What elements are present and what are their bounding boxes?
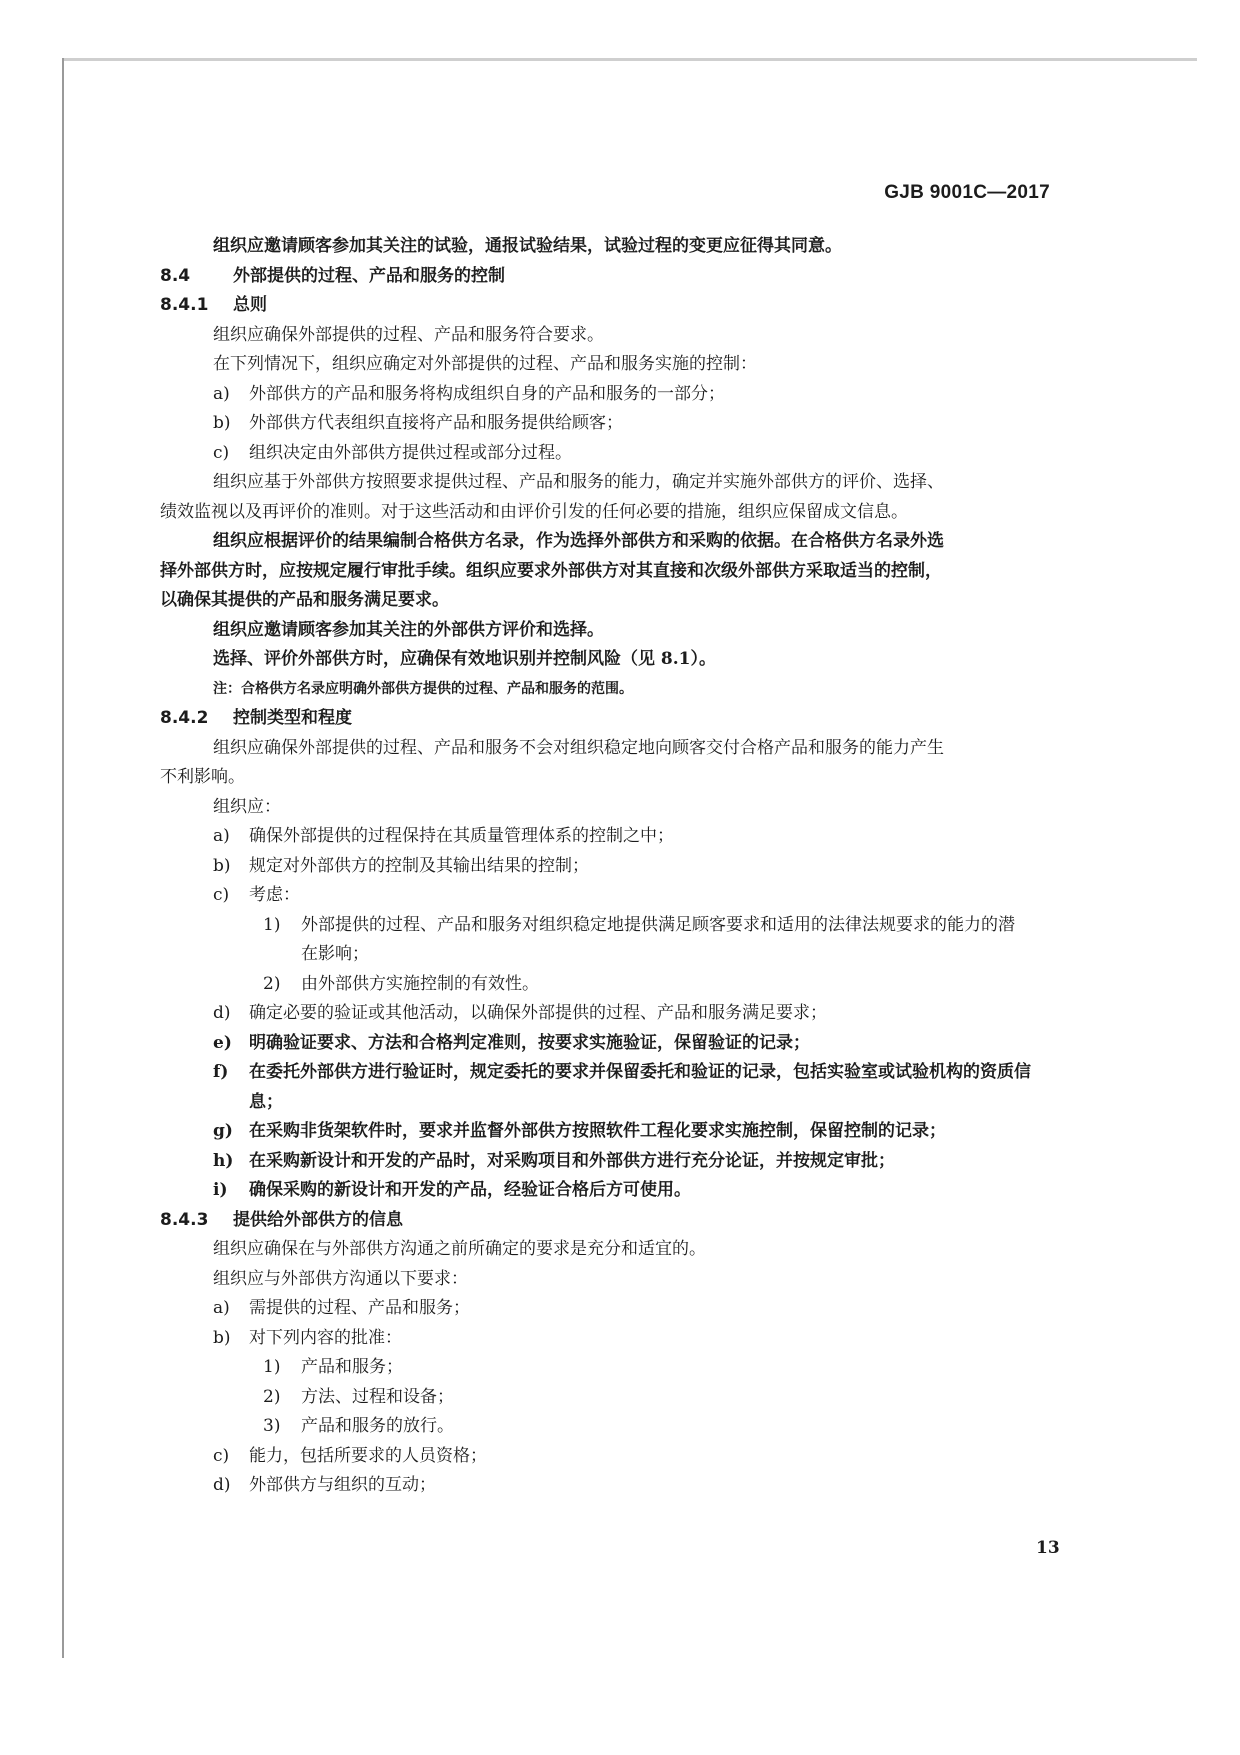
note: 注：合格供方名录应明确外部供方提供的过程、产品和服务的范围。 [213,680,633,697]
list-marker: 3) [263,1416,281,1436]
list-item [160,1471,1060,1501]
list-marker: e) [213,1032,232,1053]
scan-edge-top [62,58,1197,61]
list-text: 明确验证要求、方法和合格判定准则，按要求实施验证，保留验证的记录； [249,1032,810,1053]
sub-list-item [160,1353,1060,1383]
list-marker: b) [213,1327,231,1348]
list-text: 外部供方的产品和服务将构成组织自身的产品和服务的一部分； [249,383,725,404]
list-text: 确保外部提供的过程保持在其质量管理体系的控制之中； [249,826,674,846]
list-marker: 2) [263,1386,281,1407]
list-item [160,1294,1060,1324]
paragraph-line: 不利影响。 [160,767,245,787]
list-text: 产品和服务； [301,1357,403,1377]
list-item [160,881,1060,911]
list-marker: 1) [263,1357,281,1377]
list-text: 外部供方与组织的互动； [249,1475,436,1495]
paragraph-line: 择外部供方时，应按规定履行审批手续。组织应要求外部供方对其直接和次级外部供方采取适当的控制， [160,560,942,581]
paragraph-line: 以确保其提供的产品和服务满足要求。 [160,590,449,610]
paragraph-line: 绩效监视以及再评价的准则。对于这些活动和由评价引发的任何必要的措施，组织应保留成文信息。 [160,501,908,522]
list-text: 能力，包括所要求的人员资格； [249,1445,487,1466]
section-heading-8-4-2 [160,704,1060,734]
list-marker: h) [213,1150,234,1171]
list-marker: 2) [263,973,281,994]
list-item [160,822,1060,852]
list-item [160,1442,1060,1472]
list-marker: i) [213,1180,228,1200]
list-text: 在采购非货架软件时，要求并监督外部供方按照软件工程化要求实施控制，保留控制的记录； [249,1121,946,1141]
paragraph: 选择、评价外部供方时，应确保有效地识别并控制风险（见 8.1）。 [213,649,716,669]
sub-list-item [160,1383,1060,1413]
section-number: 8.4.1 [160,295,209,315]
section-title: 外部提供的过程、产品和服务的控制 [233,265,505,286]
paragraph-line: 组织应确保外部提供的过程、产品和服务不会对组织稳定地向顾客交付合格产品和服务的能力产生 [213,737,944,758]
list-marker: 1) [263,914,281,935]
list-marker: f) [213,1062,229,1082]
list-marker: c) [213,1445,230,1466]
list-item [160,1117,1060,1147]
list-marker: b) [213,413,231,433]
paragraph-line: 组织应根据评价的结果编制合格供方名录，作为选择外部供方和采购的依据。在合格供方名录外选 [213,531,944,551]
section-number: 8.4 [160,265,191,286]
list-item [160,409,1060,439]
list-text: 在委托外部供方进行验证时，规定委托的要求并保留委托和验证的记录，包括实验室或试验机构的资质信息； [249,1062,1031,1112]
section-heading-8-4 [160,262,1060,292]
list-item [160,1058,1060,1117]
list-marker: c) [213,442,230,463]
list-marker: g) [213,1121,233,1141]
paragraph: 组织应确保在与外部供方沟通之前所确定的要求是充分和适宜的。 [213,1239,706,1259]
list-text: 方法、过程和设备； [301,1386,454,1407]
list-text: 考虑： [249,885,300,905]
section-number: 8.4.2 [160,708,209,728]
section-heading-8-4-1 [160,291,1060,321]
section-number: 8.4.3 [160,1209,209,1230]
list-item [160,439,1060,469]
list-item [160,1176,1060,1206]
section-title: 提供给外部供方的信息 [233,1209,403,1230]
list-text: 外部供方代表组织直接将产品和服务提供给顾客； [249,413,623,433]
list-marker: b) [213,855,231,876]
list-text: 确定必要的验证或其他活动，以确保外部提供的过程、产品和服务满足要求； [249,1003,827,1023]
list-item [160,1324,1060,1354]
list-item [160,999,1060,1029]
list-text: 产品和服务的放行。 [301,1416,454,1436]
list-item [160,380,1060,410]
list-text: 外部提供的过程、产品和服务对组织稳定地提供满足顾客要求和适用的法律法规要求的能力的潜在影响； [301,914,1015,964]
paragraph-line: 组织应基于外部供方按照要求提供过程、产品和服务的能力，确定并实施外部供方的评价、选择、 [213,472,944,492]
list-text: 在采购新设计和开发的产品时，对采购项目和外部供方进行充分论证，并按规定审批； [249,1150,895,1171]
list-text: 规定对外部供方的控制及其输出结果的控制； [249,855,589,876]
paragraph: 组织应与外部供方沟通以下要求： [213,1268,468,1289]
sub-list-item [160,970,1060,1000]
paragraph: 组织应邀请顾客参加其关注的外部供方评价和选择。 [213,619,604,640]
list-item [160,1029,1060,1059]
list-text: 确保采购的新设计和开发的产品，经验证合格后方可使用。 [249,1180,691,1200]
sub-list-item [160,1412,1060,1442]
list-marker: c) [213,885,230,905]
sub-list-item [160,911,1060,970]
list-marker: a) [213,1298,230,1318]
page-number: 13 [1036,1538,1060,1558]
list-marker: a) [213,826,230,846]
list-marker: d) [213,1475,231,1495]
section-heading-8-4-3 [160,1206,1060,1236]
list-item [160,852,1060,882]
list-text: 需提供的过程、产品和服务； [249,1298,470,1318]
paragraph: 组织应确保外部提供的过程、产品和服务符合要求。 [213,324,604,345]
paragraph: 组织应： [213,796,281,817]
scan-edge-left [62,58,64,1658]
list-item [160,1147,1060,1177]
paragraph: 在下列情况下，组织应确定对外部提供的过程、产品和服务实施的控制： [213,354,757,374]
section-title: 控制类型和程度 [233,708,352,728]
standard-number: GJB 9001C—2017 [884,182,1050,203]
list-text: 对下列内容的批准： [249,1327,402,1348]
list-marker: a) [213,383,230,404]
document-body [160,232,1060,1501]
list-text: 组织决定由外部供方提供过程或部分过程。 [249,442,572,463]
paragraph: 组织应邀请顾客参加其关注的试验，通报试验结果，试验过程的变更应征得其同意。 [213,236,842,256]
list-text: 由外部供方实施控制的有效性。 [301,973,539,994]
list-marker: d) [213,1003,231,1023]
section-title: 总则 [233,295,267,315]
